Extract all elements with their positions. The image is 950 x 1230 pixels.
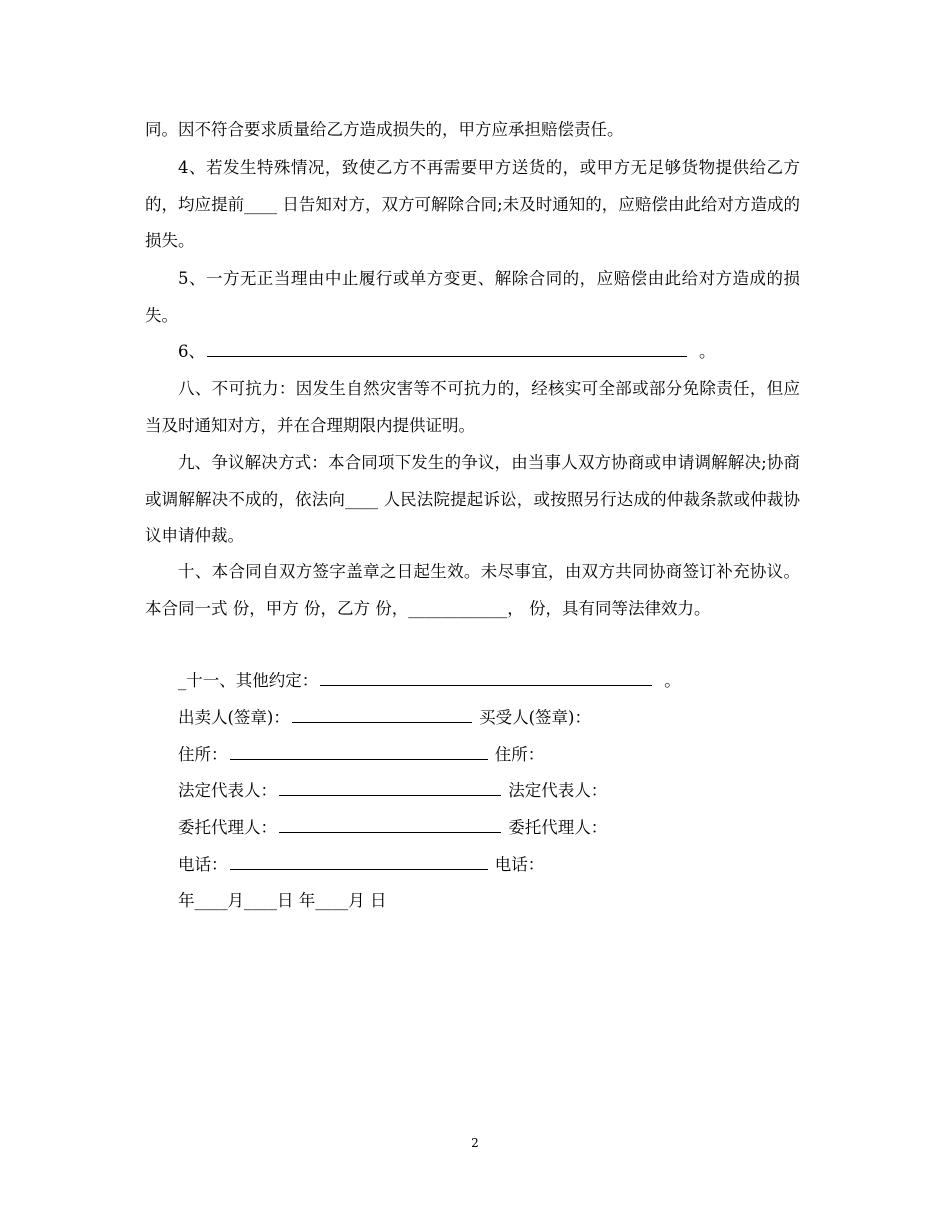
rep-left-label: 法定代表人：	[178, 781, 277, 800]
date-row: 年____月____日 年____月 日	[178, 891, 387, 910]
buyer-sign-label: 买受人(签章)：	[479, 708, 591, 727]
address-blank	[230, 745, 488, 760]
phone-blank	[230, 855, 488, 870]
seller-sign-label: 出卖人(签章)：	[178, 708, 290, 727]
clause-6-label: 6、	[178, 342, 205, 361]
clause-4: 4、若发生特殊情况，致使乙方不再需要甲方送货的，或甲方无足够货物提供给乙方的，均应提前____ 日告知对方，双方可解除合同;未及时通知的，应赔偿由此给对方造成的损失。	[145, 158, 800, 250]
seller-sign-blank	[292, 708, 472, 723]
phone-row	[178, 847, 544, 884]
page-number: 2	[471, 1136, 479, 1150]
address-row	[178, 737, 544, 774]
clause-6-blank	[207, 342, 687, 357]
rep-blank	[279, 781, 501, 796]
clause-other	[178, 663, 681, 700]
address-right-label: 住所：	[494, 745, 545, 764]
agent-row	[178, 810, 607, 847]
agent-blank	[279, 818, 501, 833]
signature-row	[178, 700, 591, 737]
clause-other-end: 。	[664, 671, 681, 690]
clause-effectiveness: 十、本合同自双方签字盖章之日起生效。未尽事宜，由双方共同协商签订补充协议。本合同一式 份，甲方 份，乙方 份，____________， 份，具有同等法律效力。	[145, 562, 800, 618]
clause-6-end: 。	[699, 342, 716, 361]
clause-5: 5、一方无正当理由中止履行或单方变更、解除合同的，应赔偿由此给对方造成的损失。	[145, 269, 800, 325]
clause-continuation: 同。因不符合要求质量给乙方造成损失的，甲方应承担赔偿责任。	[145, 120, 624, 139]
address-left-label: 住所：	[178, 745, 228, 764]
clause-6	[178, 334, 716, 371]
rep-right-label: 法定代表人：	[508, 781, 608, 800]
agent-left-label: 委托代理人：	[178, 818, 277, 837]
clause-force-majeure: 八、不可抗力：因发生自然灾害等不可抗力的，经核实可全部或部分免除责任，但应当及时通知对方，并在合理期限内提供证明。	[145, 379, 800, 435]
phone-left-label: 电话：	[178, 855, 228, 874]
clause-dispute: 九、争议解决方式：本合同项下发生的争议，由当事人双方协商或申请调解解决;协商或调解解决不成的，依法向____ 人民法院提起诉讼，或按照另行达成的仲裁条款或仲裁协议申请仲裁。	[145, 453, 800, 545]
clause-other-label: _十一、其他约定：	[178, 671, 319, 690]
representative-row	[178, 773, 607, 810]
phone-right-label: 电话：	[494, 855, 545, 874]
clause-other-blank	[320, 671, 652, 686]
agent-right-label: 委托代理人：	[508, 818, 608, 837]
